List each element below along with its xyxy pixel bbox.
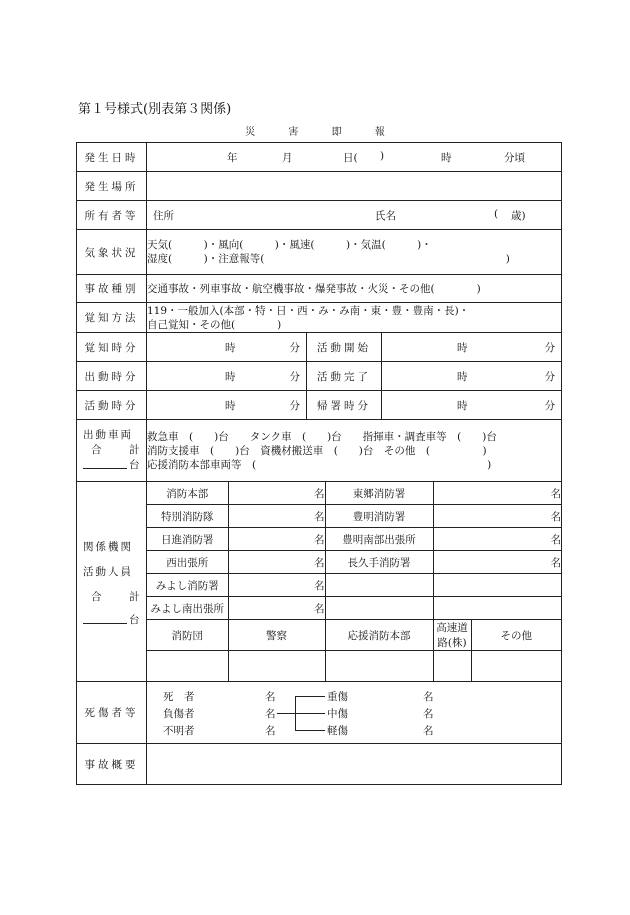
date-hour: 時 — [441, 152, 452, 164]
unit-label: 西出張所 — [147, 551, 228, 574]
value-expressway[interactable] — [433, 651, 471, 682]
casualty-missing-unit: 名 — [265, 724, 276, 737]
unit-label: 豊明南部出張所 — [325, 528, 433, 551]
row-owner — [77, 201, 562, 230]
blank-unit-label[interactable] — [325, 574, 433, 597]
personnel-row — [147, 597, 561, 620]
vehicles-line2: 消防支援車 ( )台 資機材搬送車 ( )台 その他 ( ) — [147, 444, 487, 457]
label-weather: 気象状況 — [77, 230, 147, 275]
row-casualties — [77, 682, 562, 744]
casualty-injured: 負傷者 — [163, 707, 195, 720]
row-weather — [77, 230, 562, 275]
document-title — [0, 123, 630, 138]
personnel-row — [147, 482, 561, 505]
unit-count[interactable]: 名 — [433, 482, 561, 505]
value-other[interactable] — [471, 651, 561, 682]
title-char: 即 — [331, 127, 342, 138]
label-personnel — [77, 482, 147, 682]
casualty-moderate-unit: 名 — [423, 707, 434, 720]
casualty-light-unit: 名 — [423, 724, 434, 737]
header-fire-corps: 消防団 — [147, 620, 228, 651]
value-support-hq[interactable] — [325, 651, 433, 682]
label-activity-time: 活動時分 — [77, 391, 147, 420]
bracket-line-top — [295, 696, 325, 697]
unit-count[interactable]: 名 — [433, 528, 561, 551]
casualty-serious: 重傷 — [327, 690, 348, 703]
unit-label: 消防本部 — [147, 482, 228, 505]
vehicles-line1: 救急車 ( )台 タンク車 ( )台 指揮車・調査車等 ( )台 — [147, 430, 497, 443]
personnel-row — [147, 505, 561, 528]
row-notice-method — [77, 303, 562, 333]
activity-hour: 時 — [225, 400, 236, 412]
personnel-table — [147, 482, 561, 681]
personnel-row — [147, 528, 561, 551]
dispatch-minute: 分 — [289, 371, 300, 383]
weather-line1: 天気( )・風向( )・風速( )・気温( )・ — [147, 239, 432, 251]
field-accident-type[interactable]: 交通事故・列車事故・航空機事故・爆発事故・火災・その他( ) — [147, 275, 562, 303]
field-place[interactable] — [147, 172, 562, 201]
field-activity-time[interactable] — [147, 391, 307, 420]
casualty-dead-unit: 名 — [265, 690, 276, 703]
dispatch-hour: 時 — [225, 371, 236, 383]
label-vehicles — [77, 420, 147, 482]
row-dispatch-time — [77, 362, 562, 391]
personnel-label-3b: 計 — [129, 590, 140, 603]
field-date[interactable] — [147, 143, 562, 172]
personnel-label-2: 活動人員 — [83, 565, 133, 578]
personnel-label-3a: 合 — [91, 590, 102, 603]
label-summary: 事故概要 — [77, 744, 147, 785]
unit-count[interactable]: 名 — [433, 505, 561, 528]
date-year: 年 — [227, 152, 238, 164]
field-weather[interactable] — [147, 230, 562, 275]
date-month: 月 — [282, 152, 293, 164]
unit-count[interactable]: 名 — [228, 505, 325, 528]
field-activity-start[interactable] — [382, 333, 562, 362]
vehicles-label-1: 出動車両 — [83, 428, 133, 441]
field-activity-end[interactable] — [382, 362, 562, 391]
row-personnel — [77, 482, 562, 682]
unit-label: 特別消防隊 — [147, 505, 228, 528]
field-notice-method[interactable] — [147, 303, 562, 333]
header-other: その他 — [471, 620, 561, 651]
date-day: 日( — [343, 152, 358, 164]
bracket-line-mid — [277, 713, 325, 714]
blank-unit-count[interactable] — [433, 597, 561, 620]
start-hour: 時 — [457, 342, 468, 354]
unit-label: みよし消防署 — [147, 574, 228, 597]
field-summary[interactable] — [147, 744, 562, 785]
report-form-table — [76, 142, 562, 785]
casualty-injured-unit: 名 — [265, 707, 276, 720]
label-notice-time: 覚知時分 — [77, 333, 147, 362]
return-minute: 分 — [544, 400, 556, 412]
owner-name: 氏名 — [375, 210, 396, 222]
blank-unit-count[interactable] — [433, 574, 561, 597]
header-support-hq: 応援消防本部 — [325, 620, 433, 651]
unit-label: 東郷消防署 — [325, 482, 433, 505]
unit-count[interactable]: 名 — [228, 482, 325, 505]
end-minute: 分 — [544, 371, 556, 383]
owner-age-open: ( — [494, 208, 499, 220]
field-notice-time[interactable] — [147, 333, 307, 362]
return-hour: 時 — [457, 400, 468, 412]
personnel-label-1: 関係機関 — [83, 540, 133, 553]
start-minute: 分 — [544, 342, 556, 354]
vehicles-unit: 台 — [129, 458, 140, 471]
row-notice-time — [77, 333, 562, 362]
notice-hour: 時 — [225, 342, 236, 354]
personnel-total-line[interactable] — [83, 612, 127, 624]
title-char: 害 — [288, 127, 299, 138]
row-date — [77, 143, 562, 172]
personnel-row — [147, 574, 561, 597]
unit-label: 長久手消防署 — [325, 551, 433, 574]
row-activity-time — [77, 391, 562, 420]
row-place — [77, 172, 562, 201]
row-summary — [77, 744, 562, 785]
casualty-moderate: 中傷 — [327, 707, 348, 720]
personnel-value-row — [147, 651, 561, 682]
personnel-row — [147, 551, 561, 574]
label-return-time: 帰署時分 — [307, 391, 382, 420]
field-owner[interactable] — [147, 201, 562, 230]
field-dispatch-time[interactable] — [147, 362, 307, 391]
casualty-missing: 不明者 — [163, 724, 195, 737]
label-owner: 所有者等 — [77, 201, 147, 230]
end-hour: 時 — [457, 371, 468, 383]
row-vehicles — [77, 420, 562, 482]
label-casualties: 死傷者等 — [77, 682, 147, 744]
label-activity-start: 活動開始 — [307, 333, 382, 362]
label-dispatch-time: 出動時分 — [77, 362, 147, 391]
header-police: 警察 — [228, 620, 325, 651]
unit-count[interactable]: 名 — [433, 551, 561, 574]
label-accident-type: 事故種別 — [77, 275, 147, 303]
unit-label: みよし南出張所 — [147, 597, 228, 620]
field-return-time[interactable] — [382, 391, 562, 420]
header-expressway: 高速道路(株) — [433, 620, 471, 651]
casualty-dead: 死 者 — [163, 690, 195, 703]
unit-count[interactable]: 名 — [228, 528, 325, 551]
activity-minute: 分 — [289, 400, 300, 412]
label-notice-method: 覚知方法 — [77, 303, 147, 333]
vehicles-line3: 応援消防本部車両等 ( ) — [147, 458, 492, 471]
blank-unit-label[interactable] — [325, 597, 433, 620]
field-personnel — [147, 482, 562, 682]
value-fire-corps[interactable] — [147, 651, 228, 682]
label-place: 発生場所 — [77, 172, 147, 201]
weather-line2: 湿度( )・注意報等( ) — [147, 253, 510, 265]
form-id: 第１号様式(別表第３関係) — [78, 102, 232, 117]
unit-label: 豊明消防署 — [325, 505, 433, 528]
personnel-header-row — [147, 620, 561, 651]
title-char: 災 — [245, 127, 256, 138]
value-police[interactable] — [228, 651, 325, 682]
unit-count[interactable]: 名 — [228, 551, 325, 574]
date-paren: ) — [380, 150, 385, 162]
notice-line2: 自己覚知・その他( ) — [147, 318, 282, 331]
unit-count[interactable]: 名 — [228, 597, 325, 620]
owner-age: 歳) — [511, 210, 526, 222]
owner-address: 住所 — [153, 210, 174, 222]
row-accident-type — [77, 275, 562, 303]
title-char: 報 — [374, 127, 385, 138]
unit-label: 日進消防署 — [147, 528, 228, 551]
label-date: 発生日時 — [77, 143, 147, 172]
label-activity-end: 活動完了 — [307, 362, 382, 391]
field-vehicles[interactable] — [147, 420, 562, 482]
notice-minute: 分 — [289, 342, 300, 354]
casualty-serious-unit: 名 — [423, 690, 434, 703]
vehicles-label-2b: 計 — [129, 443, 140, 456]
unit-count[interactable]: 名 — [228, 574, 325, 597]
personnel-unit: 台 — [129, 613, 140, 626]
bracket-line-bottom — [295, 730, 325, 731]
date-minute: 分頃 — [504, 152, 525, 164]
vehicles-label-2a: 合 — [91, 443, 102, 456]
notice-line1: 119・一般加入(本部・特・日・西・み・み南・東・豊・豊南・長)・ — [147, 304, 470, 317]
vehicles-total-line[interactable] — [83, 457, 127, 469]
casualty-light: 軽傷 — [327, 724, 348, 737]
field-casualties[interactable] — [147, 682, 562, 744]
